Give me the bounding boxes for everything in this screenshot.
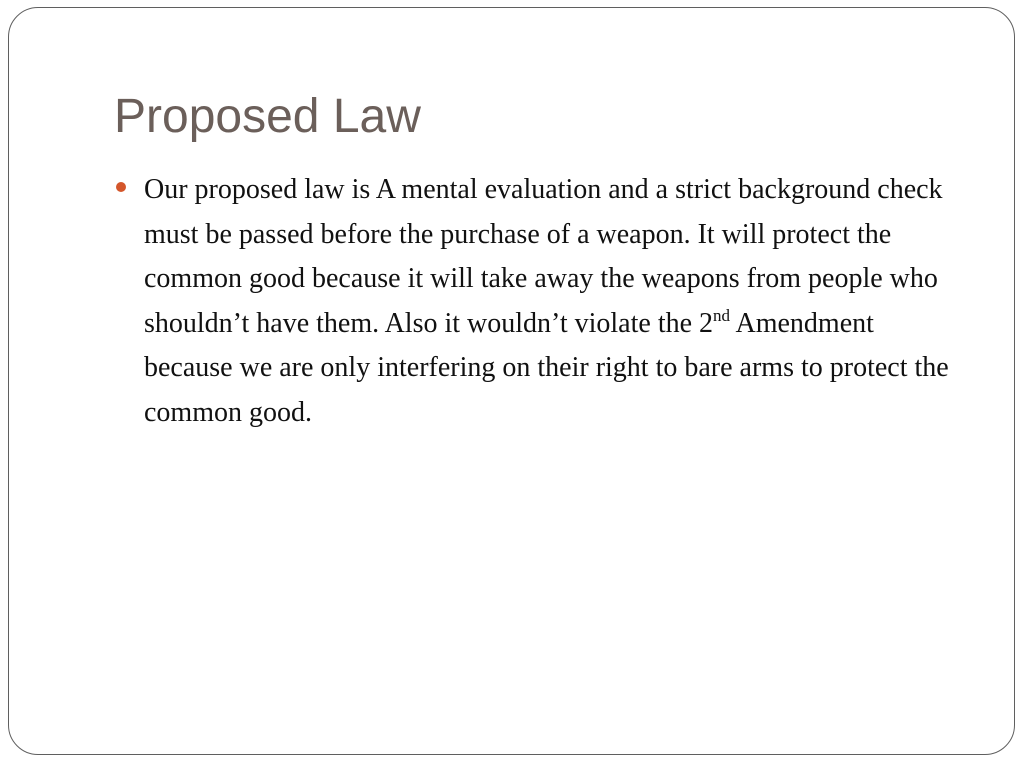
bullet-text-superscript: nd [713, 305, 731, 325]
bullet-item [114, 168, 964, 435]
bullet-text-part-1: Our proposed law is A mental evaluation and a strict background check must be passed before the purchase of a weapon. It will protect the common good because it will take away the weapons from people who shouldn’t have them. Also it wouldn’t violate the 2 [144, 174, 943, 339]
bullet-text [144, 174, 949, 428]
bullet-dot-icon [116, 182, 126, 192]
bullet-list [114, 168, 964, 435]
slide-title: Proposed Law [114, 90, 421, 143]
bullet-text-part-2: Amendment because we are only interfering on their right to bare arms to protect the common good. [144, 307, 949, 428]
